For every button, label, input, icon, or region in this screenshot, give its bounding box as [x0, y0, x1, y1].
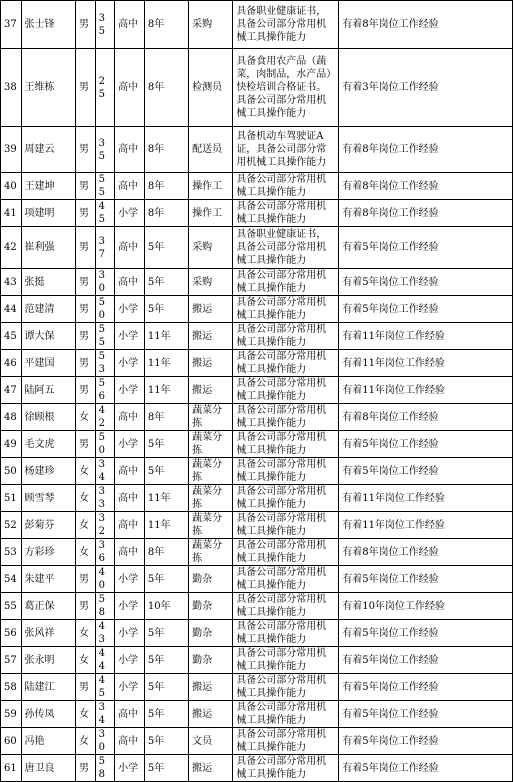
employee-years: 5年	[144, 674, 188, 701]
employee-education: 小学	[115, 431, 145, 458]
employee-age: 40	[95, 566, 115, 593]
employee-skills: 具备公司部分常用机械工具操作能力	[233, 593, 339, 620]
employee-sex: 男	[76, 350, 96, 377]
employee-name: 谭大保	[21, 323, 75, 350]
table-row	[1, 404, 513, 431]
employee-education: 高中	[115, 49, 145, 127]
employee-sex: 男	[76, 173, 96, 200]
row-number: 59	[1, 701, 22, 728]
employee-skills: 具备公司部分常用机械工具操作能力	[233, 377, 339, 404]
employee-age: 55	[95, 173, 115, 200]
employee-age: 35	[95, 127, 115, 173]
employee-education: 高中	[115, 404, 145, 431]
employee-experience: 有着5年岗位工作经验	[339, 647, 513, 674]
employee-sex: 女	[76, 701, 96, 728]
employee-sex: 女	[76, 458, 96, 485]
row-number: 38	[1, 49, 22, 127]
employee-skills: 具备公司部分常用机械工具操作能力	[233, 647, 339, 674]
employee-experience: 有着5年岗位工作经验	[339, 728, 513, 755]
employee-age: 58	[95, 755, 115, 782]
employee-skills: 具备公司部分常用机械工具操作能力	[233, 512, 339, 539]
employee-years: 5年	[144, 566, 188, 593]
employee-skills: 具备公司部分常用机械工具操作能力	[233, 269, 339, 296]
employee-skills: 具备公司部分常用机械工具操作能力	[233, 200, 339, 227]
employee-skills: 具备公司部分常用机械工具操作能力	[233, 701, 339, 728]
employee-name: 王建坤	[21, 173, 75, 200]
employee-education: 高中	[115, 701, 145, 728]
employee-sex: 女	[76, 512, 96, 539]
employee-sex: 男	[76, 269, 96, 296]
employee-sex: 女	[76, 620, 96, 647]
employee-years: 5年	[144, 227, 188, 269]
employee-post: 勤杂	[189, 593, 233, 620]
row-number: 49	[1, 431, 22, 458]
employee-skills: 具备公司部分常用机械工具操作能力	[233, 728, 339, 755]
employee-name: 葛正保	[21, 593, 75, 620]
employee-age: 56	[95, 377, 115, 404]
row-number: 48	[1, 404, 22, 431]
employee-name: 徐顾根	[21, 404, 75, 431]
employee-education: 高中	[115, 728, 145, 755]
employee-education: 小学	[115, 566, 145, 593]
employee-years: 8年	[144, 539, 188, 566]
row-number: 44	[1, 296, 22, 323]
employee-education: 高中	[115, 127, 145, 173]
employee-years: 5年	[144, 269, 188, 296]
employee-education: 小学	[115, 377, 145, 404]
row-number: 51	[1, 485, 22, 512]
employee-sex: 女	[76, 404, 96, 431]
employee-post: 蔬菜分拣	[189, 431, 233, 458]
table-row	[1, 127, 513, 173]
employee-experience: 有着8年岗位工作经验	[339, 539, 513, 566]
employee-sex: 男	[76, 566, 96, 593]
employee-post: 蔬菜分拣	[189, 539, 233, 566]
table-row	[1, 200, 513, 227]
row-number: 40	[1, 173, 22, 200]
employee-post: 搬运	[189, 323, 233, 350]
employee-name: 陆阿五	[21, 377, 75, 404]
employee-experience: 有着5年岗位工作经验	[339, 674, 513, 701]
employee-experience: 有着8年岗位工作经验	[339, 173, 513, 200]
employee-name: 平建国	[21, 350, 75, 377]
employee-name: 张风祥	[21, 620, 75, 647]
employee-post: 勤杂	[189, 620, 233, 647]
table-row	[1, 728, 513, 755]
table-row	[1, 458, 513, 485]
employee-experience: 有着5年岗位工作经验	[339, 458, 513, 485]
row-number: 43	[1, 269, 22, 296]
employee-experience: 有着5年岗位工作经验	[339, 269, 513, 296]
table-row	[1, 674, 513, 701]
employee-education: 小学	[115, 674, 145, 701]
table-row	[1, 539, 513, 566]
row-number: 39	[1, 127, 22, 173]
employee-years: 5年	[144, 755, 188, 782]
employee-education: 小学	[115, 323, 145, 350]
employee-years: 5年	[144, 647, 188, 674]
employee-post: 搬运	[189, 377, 233, 404]
row-number: 37	[1, 1, 22, 49]
employee-skills: 具备公司部分常用机械工具操作能力	[233, 485, 339, 512]
employee-sex: 男	[76, 755, 96, 782]
table-row	[1, 1, 513, 49]
employee-experience: 有着11年岗位工作经验	[339, 512, 513, 539]
employee-sex: 男	[76, 593, 96, 620]
employee-name: 冯艳	[21, 728, 75, 755]
employee-post: 搬运	[189, 350, 233, 377]
employee-experience: 有着3年岗位工作经验	[339, 49, 513, 127]
staff-table-body	[1, 1, 513, 782]
table-row	[1, 350, 513, 377]
employee-sex: 男	[76, 227, 96, 269]
table-row	[1, 701, 513, 728]
employee-name: 顾雪琴	[21, 485, 75, 512]
employee-name: 项建明	[21, 200, 75, 227]
employee-skills: 具备食用农产品（蔬菜，肉制品，水产品）快检培训合格证书。具备公司部分常用机械工具操作能力	[233, 49, 339, 127]
employee-education: 小学	[115, 296, 145, 323]
row-number: 45	[1, 323, 22, 350]
employee-years: 8年	[144, 1, 188, 49]
employee-skills: 具备公司部分常用机械工具操作能力	[233, 539, 339, 566]
row-number: 53	[1, 539, 22, 566]
employee-skills: 具备公司部分常用机械工具操作能力	[233, 674, 339, 701]
employee-experience: 有着11年岗位工作经验	[339, 485, 513, 512]
employee-experience: 有着5年岗位工作经验	[339, 755, 513, 782]
employee-skills: 具备公司部分常用机械工具操作能力	[233, 566, 339, 593]
table-row	[1, 323, 513, 350]
employee-education: 高中	[115, 539, 145, 566]
employee-years: 8年	[144, 49, 188, 127]
employee-name: 杨建珍	[21, 458, 75, 485]
employee-post: 勤杂	[189, 647, 233, 674]
employee-post: 蔬菜分拣	[189, 404, 233, 431]
employee-years: 5年	[144, 701, 188, 728]
employee-name: 崔利强	[21, 227, 75, 269]
row-number: 61	[1, 755, 22, 782]
employee-experience: 有着5年岗位工作经验	[339, 566, 513, 593]
employee-years: 11年	[144, 323, 188, 350]
employee-post: 检测员	[189, 49, 233, 127]
employee-post: 操作工	[189, 200, 233, 227]
employee-sex: 男	[76, 1, 96, 49]
employee-skills: 具备职业健康证书，具备公司部分常用机械工具操作能力	[233, 1, 339, 49]
employee-sex: 女	[76, 647, 96, 674]
employee-skills: 具备公司部分常用机械工具操作能力	[233, 620, 339, 647]
employee-years: 5年	[144, 431, 188, 458]
employee-age: 37	[95, 227, 115, 269]
employee-experience: 有着11年岗位工作经验	[339, 377, 513, 404]
employee-sex: 男	[76, 200, 96, 227]
employee-skills: 具备公司部分常用机械工具操作能力	[233, 296, 339, 323]
employee-sex: 女	[76, 485, 96, 512]
employee-sex: 男	[76, 674, 96, 701]
employee-name: 唐卫良	[21, 755, 75, 782]
employee-experience: 有着11年岗位工作经验	[339, 350, 513, 377]
row-number: 47	[1, 377, 22, 404]
employee-age: 55	[95, 323, 115, 350]
employee-age: 30	[95, 728, 115, 755]
table-row	[1, 269, 513, 296]
employee-skills: 具备公司部分常用机械工具操作能力	[233, 431, 339, 458]
employee-age: 32	[95, 512, 115, 539]
employee-post: 蔬菜分拣	[189, 512, 233, 539]
table-row	[1, 431, 513, 458]
employee-post: 勤杂	[189, 566, 233, 593]
employee-experience: 有着8年岗位工作经验	[339, 1, 513, 49]
employee-education: 高中	[115, 512, 145, 539]
employee-sex: 女	[76, 539, 96, 566]
employee-name: 毛文虎	[21, 431, 75, 458]
employee-sex: 男	[76, 377, 96, 404]
employee-age: 34	[95, 458, 115, 485]
employee-age: 33	[95, 485, 115, 512]
employee-age: 45	[95, 674, 115, 701]
employee-skills: 具备公司部分常用机械工具操作能力	[233, 350, 339, 377]
employee-education: 小学	[115, 350, 145, 377]
employee-experience: 有着11年岗位工作经验	[339, 323, 513, 350]
employee-years: 5年	[144, 296, 188, 323]
employee-education: 高中	[115, 1, 145, 49]
employee-age: 25	[95, 49, 115, 127]
employee-years: 8年	[144, 173, 188, 200]
row-number: 42	[1, 227, 22, 269]
employee-post: 采购	[189, 269, 233, 296]
employee-age: 42	[95, 404, 115, 431]
employee-education: 高中	[115, 269, 145, 296]
employee-sex: 男	[76, 323, 96, 350]
employee-experience: 有着5年岗位工作经验	[339, 227, 513, 269]
employee-post: 配送员	[189, 127, 233, 173]
employee-post: 搬运	[189, 755, 233, 782]
table-row	[1, 620, 513, 647]
employee-name: 彭菊芬	[21, 512, 75, 539]
employee-experience: 有着5年岗位工作经验	[339, 431, 513, 458]
employee-skills: 具备公司部分常用机械工具操作能力	[233, 404, 339, 431]
employee-education: 小学	[115, 200, 145, 227]
table-row	[1, 485, 513, 512]
employee-post: 采购	[189, 1, 233, 49]
employee-skills: 具备公司部分常用机械工具操作能力	[233, 458, 339, 485]
employee-experience: 有着8年岗位工作经验	[339, 127, 513, 173]
row-number: 55	[1, 593, 22, 620]
employee-experience: 有着5年岗位工作经验	[339, 296, 513, 323]
table-row	[1, 593, 513, 620]
employee-years: 5年	[144, 728, 188, 755]
employee-sex: 男	[76, 296, 96, 323]
employee-name: 王维栋	[21, 49, 75, 127]
row-number: 41	[1, 200, 22, 227]
employee-sex: 男	[76, 127, 96, 173]
employee-name: 陆建江	[21, 674, 75, 701]
row-number: 54	[1, 566, 22, 593]
employee-age: 44	[95, 647, 115, 674]
employee-years: 8年	[144, 404, 188, 431]
table-row	[1, 296, 513, 323]
row-number: 46	[1, 350, 22, 377]
employee-skills: 具备公司部分常用机械工具操作能力	[233, 323, 339, 350]
employee-post: 蔬菜分拣	[189, 485, 233, 512]
employee-years: 11年	[144, 350, 188, 377]
employee-experience: 有着10年岗位工作经验	[339, 593, 513, 620]
employee-education: 高中	[115, 485, 145, 512]
row-number: 60	[1, 728, 22, 755]
row-number: 58	[1, 674, 22, 701]
employee-age: 58	[95, 593, 115, 620]
employee-experience: 有着8年岗位工作经验	[339, 200, 513, 227]
employee-name: 范建清	[21, 296, 75, 323]
employee-education: 小学	[115, 593, 145, 620]
employee-name: 孙传凤	[21, 701, 75, 728]
row-number: 50	[1, 458, 22, 485]
employee-age: 45	[95, 200, 115, 227]
employee-age: 50	[95, 296, 115, 323]
employee-name: 方彩珍	[21, 539, 75, 566]
employee-post: 文员	[189, 728, 233, 755]
employee-education: 高中	[115, 227, 145, 269]
employee-sex: 女	[76, 728, 96, 755]
employee-sex: 男	[76, 431, 96, 458]
table-row	[1, 512, 513, 539]
table-row	[1, 227, 513, 269]
employee-experience: 有着8年岗位工作经验	[339, 404, 513, 431]
employee-years: 10年	[144, 593, 188, 620]
row-number: 56	[1, 620, 22, 647]
employee-age: 53	[95, 350, 115, 377]
employee-years: 5年	[144, 458, 188, 485]
employee-post: 搬运	[189, 701, 233, 728]
table-row	[1, 566, 513, 593]
table-row	[1, 49, 513, 127]
employee-age: 36	[95, 539, 115, 566]
employee-age: 50	[95, 431, 115, 458]
employee-age: 34	[95, 701, 115, 728]
employee-years: 8年	[144, 200, 188, 227]
row-number: 52	[1, 512, 22, 539]
employee-post: 搬运	[189, 674, 233, 701]
employee-education: 小学	[115, 620, 145, 647]
employee-skills: 具备公司部分常用机械工具操作能力	[233, 173, 339, 200]
table-row	[1, 173, 513, 200]
employee-years: 11年	[144, 377, 188, 404]
employee-education: 高中	[115, 173, 145, 200]
employee-age: 43	[95, 620, 115, 647]
table-row	[1, 755, 513, 782]
employee-years: 8年	[144, 127, 188, 173]
employee-age: 30	[95, 269, 115, 296]
employee-experience: 有着5年岗位工作经验	[339, 701, 513, 728]
employee-education: 小学	[115, 647, 145, 674]
employee-post: 操作工	[189, 173, 233, 200]
employee-skills: 具备职业健康证书，具备公司部分常用机械工具操作能力	[233, 227, 339, 269]
employee-skills: 具备公司部分常用机械工具操作能力	[233, 755, 339, 782]
employee-name: 张永明	[21, 647, 75, 674]
employee-post: 蔬菜分拣	[189, 458, 233, 485]
employee-years: 5年	[144, 620, 188, 647]
employee-experience: 有着5年岗位工作经验	[339, 620, 513, 647]
employee-post: 采购	[189, 227, 233, 269]
employee-years: 11年	[144, 512, 188, 539]
employee-name: 朱建平	[21, 566, 75, 593]
employee-years: 11年	[144, 485, 188, 512]
employee-name: 张士锋	[21, 1, 75, 49]
employee-education: 小学	[115, 755, 145, 782]
table-row	[1, 647, 513, 674]
employee-sex: 男	[76, 49, 96, 127]
employee-skills: 具备机动车驾驶证A证，具备公司部分常用机械工具操作能力	[233, 127, 339, 173]
employee-name: 周建云	[21, 127, 75, 173]
table-row	[1, 377, 513, 404]
employee-age: 35	[95, 1, 115, 49]
row-number: 57	[1, 647, 22, 674]
employee-post: 搬运	[189, 296, 233, 323]
employee-name: 张挺	[21, 269, 75, 296]
employee-education: 高中	[115, 458, 145, 485]
